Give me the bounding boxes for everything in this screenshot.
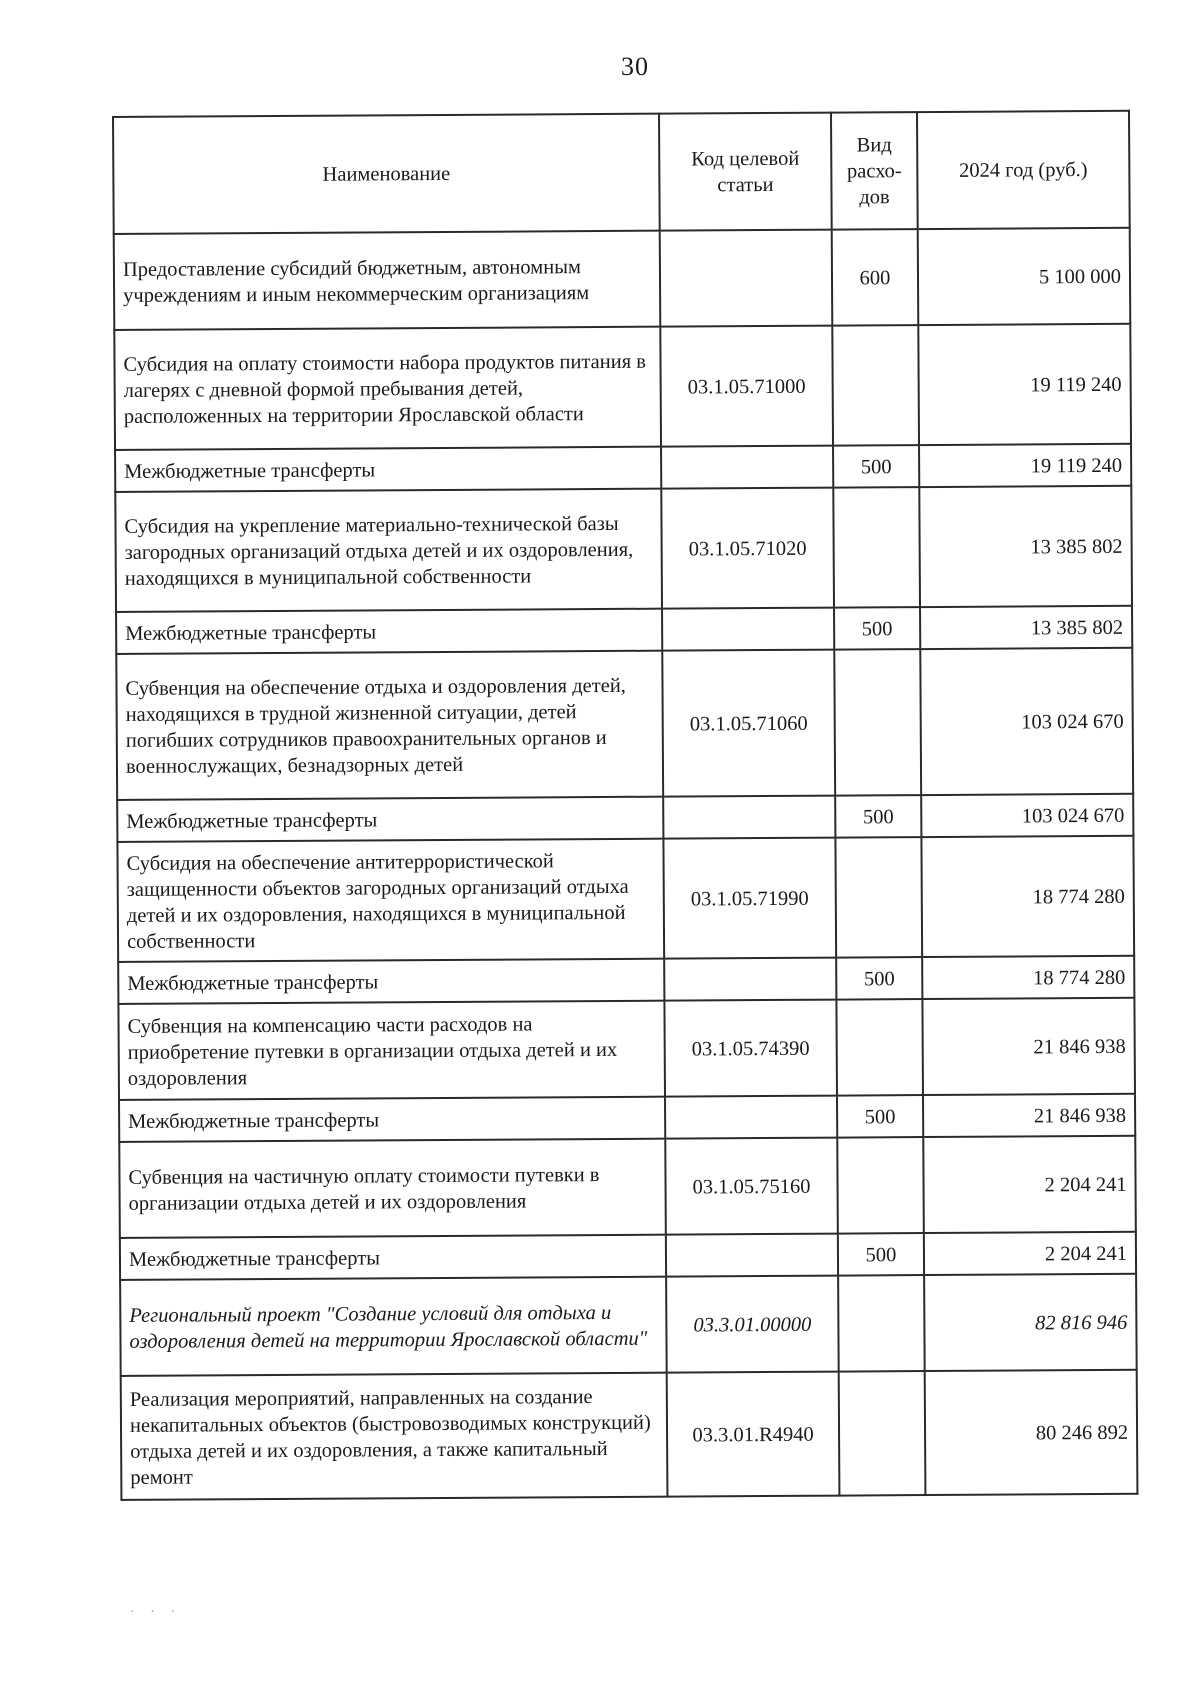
row-name-cell: Межбюджетные трансферты (119, 1097, 665, 1142)
row-code-cell: 03.1.05.71990 (663, 838, 836, 959)
table-row (116, 606, 1132, 654)
row-code-cell (660, 230, 833, 327)
row-code-cell: 03.1.05.71020 (661, 488, 834, 609)
row-sum-cell: 19 119 240 (919, 444, 1131, 487)
row-kind-cell (834, 649, 921, 796)
row-sum-cell: 103 024 670 (921, 794, 1133, 837)
row-name-cell: Межбюджетные трансферты (120, 1235, 666, 1280)
header-kind: Вид расхо-дов (831, 112, 918, 230)
row-code-cell: 03.3.01.R4940 (667, 1372, 840, 1497)
page-number: 30 (621, 52, 649, 81)
row-code-cell (666, 1234, 838, 1277)
row-name-cell: Межбюджетные трансферты (117, 797, 663, 842)
row-kind-cell: 500 (833, 445, 919, 488)
row-kind-cell: 500 (838, 1233, 924, 1276)
row-code-cell (665, 1096, 837, 1139)
row-kind-cell (837, 1137, 924, 1234)
table-row (117, 836, 1134, 962)
row-kind-cell: 600 (832, 229, 919, 326)
row-code-cell (662, 608, 834, 651)
table-row (114, 228, 1131, 330)
row-code-cell (663, 796, 835, 839)
table-row (121, 1370, 1138, 1500)
row-kind-cell (833, 487, 920, 608)
row-name-cell: Субвенция на обеспечение отдыха и оздоровления детей, находящихся в трудной жизненной ситуации, детей погибших сотрудников правоохранительных органов и военнослужащих, безнадзорных детей (116, 651, 663, 800)
row-kind-cell (836, 999, 923, 1096)
row-name-cell: Субсидия на укрепление материально-технической базы загородных организаций отдыха детей и их оздоровления, находящихся в муниципальной собственности (115, 489, 662, 612)
row-sum-cell: 18 774 280 (922, 956, 1134, 999)
row-sum-cell: 82 816 946 (924, 1274, 1137, 1371)
table-row (117, 794, 1133, 842)
row-code-cell: 03.1.05.71060 (662, 650, 835, 797)
row-kind-cell: 500 (836, 957, 922, 1000)
row-code-cell (661, 446, 833, 489)
row-sum-cell: 80 246 892 (925, 1370, 1138, 1495)
row-name-cell: Межбюджетные трансферты (118, 959, 664, 1004)
row-kind-cell (839, 1371, 926, 1496)
row-name-cell: Субвенция на компенсацию части расходов на приобретение путевки в организации отдыха детей и их оздоровления (118, 1001, 665, 1100)
row-sum-cell: 21 846 938 (923, 1094, 1135, 1137)
row-kind-cell (832, 325, 919, 446)
table-row (116, 648, 1133, 800)
row-name-cell: Субсидия на оплату стоимости набора продуктов питания в лагерях с дневной формой пребывания детей, расположенных на территории Ярославской области (114, 327, 661, 450)
table-row (114, 324, 1131, 450)
row-code-cell (664, 958, 836, 1001)
row-kind-cell: 500 (834, 607, 920, 650)
table-row (119, 1094, 1135, 1142)
header-sum: 2024 год (руб.) (917, 111, 1130, 229)
row-name-cell: Реализация мероприятий, направленных на создание некапитальных объектов (быстровозводимых конструкций) отдыха детей и их оздоровления, а также капитальный ремонт (121, 1373, 668, 1500)
header-name: Наименование (113, 114, 660, 234)
row-sum-cell: 13 385 802 (919, 486, 1132, 607)
table-row (120, 1274, 1137, 1376)
row-code-cell: 03.1.05.75160 (665, 1138, 838, 1235)
scan-specks: · · · (130, 1605, 181, 1620)
row-name-cell: Межбюджетные трансферты (115, 447, 661, 492)
row-kind-cell: 500 (835, 795, 921, 838)
table-row (120, 1232, 1136, 1280)
table-row (118, 998, 1135, 1100)
row-name-cell: Предоставление субсидий бюджетным, автономным учреждениям и иным некоммерческим организациям (114, 231, 661, 330)
row-sum-cell: 2 204 241 (923, 1136, 1136, 1233)
row-kind-cell (835, 837, 922, 958)
row-code-cell: 03.1.05.71000 (660, 326, 833, 447)
row-kind-cell: 500 (837, 1095, 923, 1138)
table-header-row (113, 111, 1130, 234)
table-body (114, 228, 1138, 1500)
row-sum-cell: 19 119 240 (918, 324, 1131, 445)
row-kind-cell (838, 1275, 925, 1372)
row-sum-cell: 21 846 938 (922, 998, 1135, 1095)
row-sum-cell: 13 385 802 (920, 606, 1132, 649)
row-sum-cell: 5 100 000 (918, 228, 1131, 325)
table-row (118, 956, 1134, 1004)
row-sum-cell: 2 204 241 (924, 1232, 1136, 1275)
row-code-cell: 03.3.01.00000 (666, 1276, 839, 1373)
header-code: Код целевой статьи (659, 113, 832, 231)
table-row (119, 1136, 1136, 1238)
row-name-cell: Субсидия на обеспечение антитеррористической защищенности объектов загородных организаций отдыха детей и их оздоровления, находящихся в муниципальной собственности (117, 839, 664, 962)
row-name-cell: Межбюджетные трансферты (116, 609, 662, 654)
row-sum-cell: 18 774 280 (921, 836, 1134, 957)
row-name-cell: Субвенция на частичную оплату стоимости путевки в организации отдыха детей и их оздоровления (119, 1139, 666, 1238)
row-name-cell: Региональный проект "Создание условий для отдыха и оздоровления детей на территории Ярославской области" (120, 1277, 667, 1376)
table-row (115, 444, 1131, 492)
table-row (115, 486, 1132, 612)
budget-table (112, 110, 1138, 1501)
row-sum-cell: 103 024 670 (920, 648, 1133, 795)
row-code-cell: 03.1.05.74390 (664, 1000, 837, 1097)
